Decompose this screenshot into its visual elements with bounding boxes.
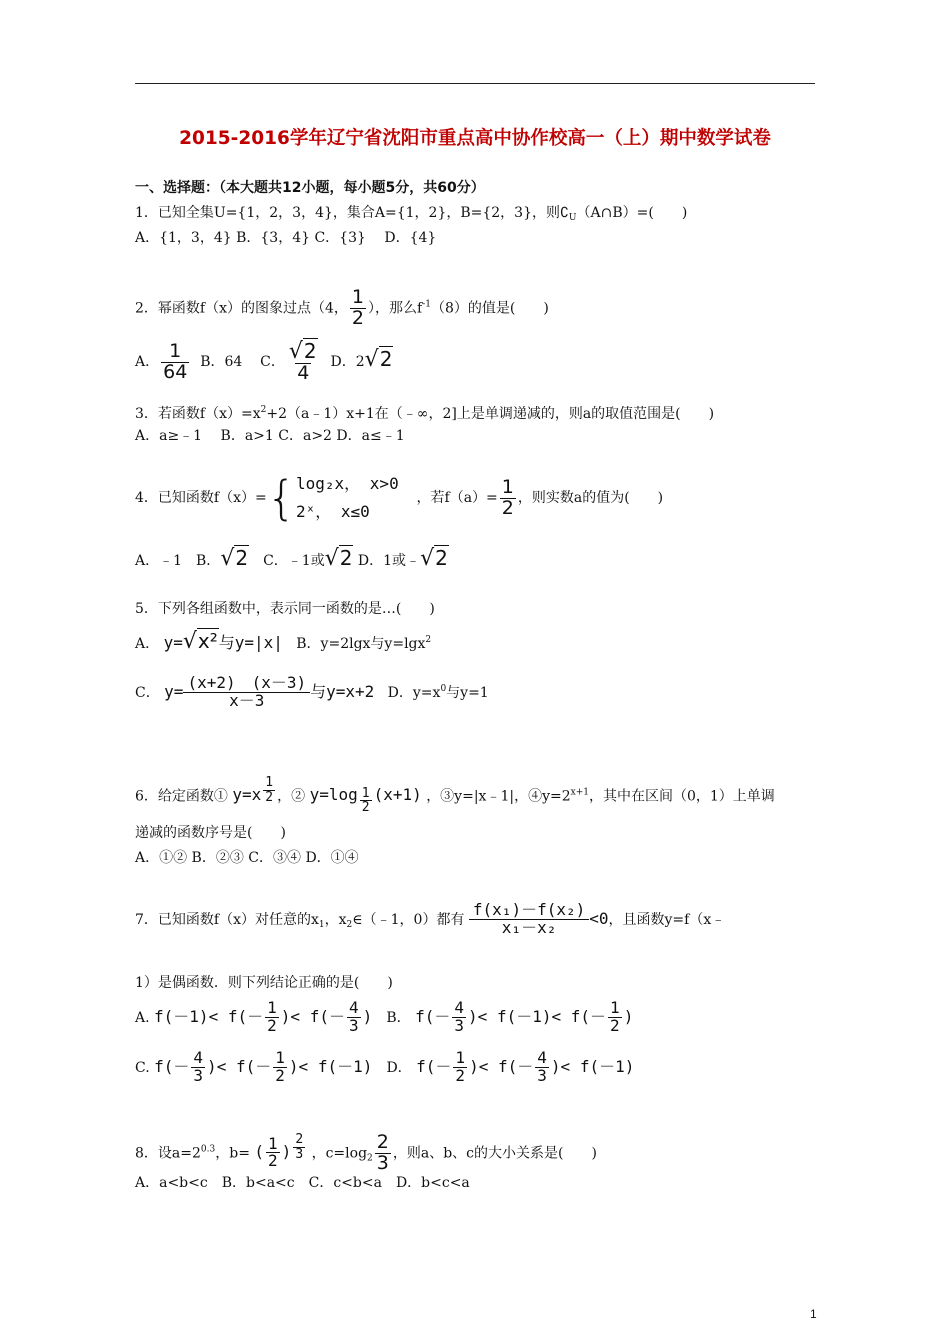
question-4-stem: 4．已知函数f（x）={ log₂x， x>0 2ˣ， x≤0 ，若f（a）= $\frac{1}{2}$ ，则实数a的值为( ) (135, 471, 664, 525)
question-7-stem: 7．已知函数f（x）对任意的$x_1$，$x_2\in(﹣1$，0）都有 $\frac{\text{f(x₁)－f(x₂)}}{\text{x₁－x₂}}$ <0，且函数y=f（x﹣ (135, 900, 726, 937)
page-number: 1 (810, 1307, 817, 1321)
question-8-stem: 8．设$a=2^{0.3}$，b= ( $\frac{1}{2}$ ) $^{\frac{2}{3}}$ ，$c=\log_2$ $\frac{2}{3}$ ，则a、b、c的大小关系是( ) (135, 1131, 597, 1174)
question-3-stem: 3．若函数$f(x)=x^2+2(a﹣1)x+1$在（﹣∞，2]上是单调递减的，则a的取值范围是( ) (135, 405, 715, 422)
fraction: $\frac{1}{2}$ (501, 475, 514, 519)
question-4-options: A．﹣1 B．√2 C．﹣1或√2 D．1或﹣√2 (135, 546, 448, 571)
question-7-options-cd: C. f(－ $\frac{4}{3}$ )< f(－ $\frac{1}{2}$ )< f(－1) D． f(－ $\frac{1}{2}$ )< f(－ $\frac{4}{3}$ )< f(－1) (135, 1048, 635, 1085)
question-2-options: A． $\frac{1}{64}$ B．64 C． $\frac{√2}{4}$ D．2√2 (135, 339, 393, 385)
section-heading: 一、选择题：（本大题共12小题，每小题5分，共60分） (135, 180, 485, 196)
question-3-options: A．a≥﹣1 B．a>1 C．a>2 D．a≤﹣1 (135, 428, 405, 444)
question-2-stem: 2．幂函数f（x）的图象过点（4， $\frac{1}{2}$ ），那么$f^{-1}(8)$的值是( ) (135, 286, 549, 329)
fraction: $\frac{1}{2}$ (351, 286, 364, 329)
question-6-options: A．①② B．②③ C．③④ D．①④ (135, 850, 359, 866)
page-title: 2015-2016学年辽宁省沈阳市重点高中协作校高一（上）期中数学试卷 (179, 128, 771, 149)
piecewise-cases: log₂x， x>0 2ˣ， x≤0 (296, 474, 399, 521)
question-8-options: A．a<b<c B．b<a<c C．c<b<a D．b<c<a (135, 1175, 470, 1191)
question-5-options-cd: C． y= $\frac{(x+2) (x-3)}{x-3}$ 与y=x+2 D．$y=x^0$与y=1 (135, 673, 489, 710)
question-1-options: A．{1，3，4} B．{3，4} C．{3} D．{4} (135, 230, 437, 246)
question-6-line2: 递减的函数序号是( ) (135, 825, 286, 841)
sqrt: √2 (364, 347, 393, 373)
question-7-options-ab: A. f(－1)< f(－ $\frac{1}{2}$ )< f(－ $\frac{4}{3}$ ) B． f(－ $\frac{4}{3}$ )< f(－1)< f(－ $\frac{1}{2}$ ) (135, 998, 634, 1035)
question-5-options-ab: A． y=√x²与y=|x| B．y=2lgx与y=lgx$^2$ (135, 629, 432, 654)
question-1-stem: 1．已知全集U={1，2，3，4}，集合A={1，2}，B={2，3}，则$∁_U(A\cap B)=$( ) (135, 205, 688, 223)
question-5-stem: 5．下列各组函数中，表示同一函数的是…( ) (135, 601, 435, 617)
brace: { (266, 471, 296, 525)
fraction: $\frac{√2}{4}$ (288, 339, 317, 385)
fraction: $\frac{1}{64}$ (163, 339, 188, 383)
question-7-line2: 1）是偶函数．则下列结论正确的是( ) (135, 975, 393, 991)
question-6-stem: 6．给定函数① y=x $^{\frac{1}{2}}$ ，② y=log $_{\frac{1}{2}}$ (x+1) ，③y=|x﹣1|，$④y=2^{x+1}$，其中在区间（0，1）上单调 (135, 775, 775, 816)
header-rule (135, 83, 815, 84)
